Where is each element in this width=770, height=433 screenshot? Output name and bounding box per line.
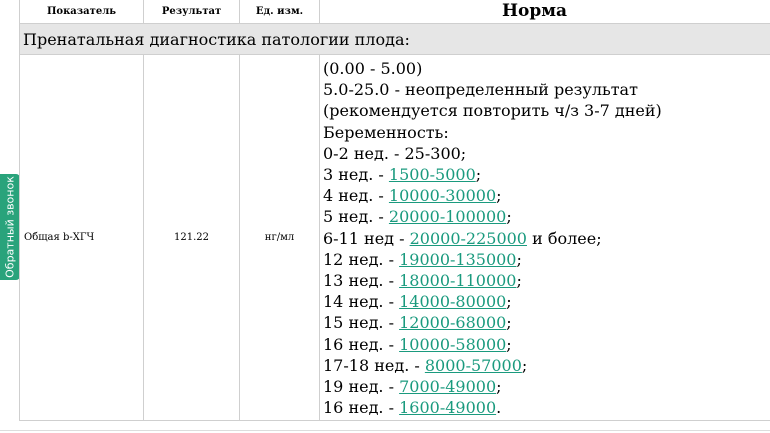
norm-range-link[interactable]: 10000-30000 bbox=[388, 186, 497, 206]
norm-line-prefix: 13 нед. - bbox=[323, 271, 400, 291]
header-indicator: Показатель bbox=[20, 0, 144, 24]
norm-range-link[interactable]: 1600-49000 bbox=[399, 398, 497, 418]
norm-line-suffix: ; bbox=[521, 355, 528, 375]
norm-line-prefix: 16 нед. - bbox=[323, 334, 400, 354]
norm-line-suffix: ; bbox=[516, 249, 522, 269]
norm-line bbox=[323, 355, 770, 376]
norm-range-link[interactable]: 12000-68000 bbox=[399, 313, 507, 333]
norm-range-link[interactable]: 20000-100000 bbox=[388, 207, 507, 227]
norm-line bbox=[323, 143, 770, 164]
bottom-divider bbox=[0, 430, 770, 431]
norm-line-suffix: ; bbox=[506, 207, 512, 227]
norm-line bbox=[323, 100, 770, 121]
norm-line-suffix: ; bbox=[506, 334, 512, 354]
norm-line-suffix: ; bbox=[506, 292, 512, 312]
norm-line bbox=[323, 228, 770, 249]
norm-line-suffix: ; bbox=[475, 165, 482, 185]
norm-line bbox=[323, 291, 770, 312]
norm-range-link[interactable]: 14000-80000 bbox=[399, 292, 507, 312]
norm-cell bbox=[320, 55, 770, 421]
norm-line bbox=[323, 122, 770, 143]
indicator-cell: Общая b-ХГЧ bbox=[20, 55, 144, 421]
norm-range-link[interactable]: 10000-58000 bbox=[399, 334, 507, 354]
norm-line-prefix: 5 нед. - bbox=[323, 207, 389, 227]
norm-line bbox=[323, 206, 770, 227]
norm-line-prefix: (рекомендуется повторить ч/з 3-7 дней) bbox=[323, 101, 662, 121]
norm-lines bbox=[323, 58, 770, 418]
norm-line-prefix: 14 нед. - bbox=[323, 292, 400, 312]
norm-line bbox=[323, 270, 770, 291]
callback-tab-label: Обратный звонок bbox=[3, 176, 17, 278]
norm-line-prefix: Беременность: bbox=[323, 122, 449, 142]
norm-line-prefix: 4 нед. - bbox=[323, 186, 389, 206]
result-cell: 121.22 bbox=[144, 55, 240, 421]
results-table bbox=[19, 0, 770, 421]
norm-range-link[interactable]: 8000-57000 bbox=[424, 355, 522, 375]
norm-line bbox=[323, 79, 770, 100]
norm-line-suffix: ; bbox=[516, 271, 522, 291]
header-norm: Норма bbox=[320, 0, 770, 24]
section-row bbox=[20, 24, 770, 55]
norm-range-link[interactable]: 1500-5000 bbox=[388, 165, 476, 185]
table-row bbox=[20, 55, 770, 421]
norm-line-suffix: ; bbox=[506, 313, 512, 333]
norm-line-prefix: 0-2 нед. - 25-300; bbox=[323, 143, 467, 163]
norm-range-link[interactable]: 19000-135000 bbox=[399, 249, 517, 269]
norm-line-prefix: 5.0-25.0 - неопределенный результат bbox=[323, 80, 638, 100]
norm-line bbox=[323, 164, 770, 185]
norm-line-suffix: и более; bbox=[526, 228, 602, 248]
norm-line bbox=[323, 185, 770, 206]
table-header-row bbox=[20, 0, 770, 24]
norm-range-link[interactable]: 7000-49000 bbox=[399, 377, 497, 397]
norm-line bbox=[323, 334, 770, 355]
norm-line-prefix: 6-11 нед - bbox=[323, 228, 410, 248]
norm-range-link[interactable]: 18000-110000 bbox=[399, 271, 517, 291]
norm-line-suffix: . bbox=[496, 398, 502, 418]
norm-line bbox=[323, 58, 770, 79]
norm-line bbox=[323, 312, 770, 333]
section-title: Пренатальная диагностика патологии плода: bbox=[20, 24, 770, 55]
norm-line-prefix: (0.00 - 5.00) bbox=[323, 59, 423, 78]
callback-tab[interactable] bbox=[0, 174, 20, 280]
norm-line-prefix: 17-18 нед. - bbox=[323, 355, 425, 375]
norm-range-link[interactable]: 20000-225000 bbox=[409, 228, 527, 248]
norm-line-prefix: 12 нед. - bbox=[323, 249, 400, 269]
norm-line bbox=[323, 376, 770, 397]
norm-line-prefix: 3 нед. - bbox=[323, 165, 389, 185]
norm-line-prefix: 15 нед. - bbox=[323, 313, 400, 333]
unit-cell: нг/мл bbox=[240, 55, 320, 421]
norm-line-suffix: ; bbox=[496, 186, 502, 206]
norm-line-suffix: ; bbox=[496, 377, 502, 397]
norm-line bbox=[323, 249, 770, 270]
norm-line-prefix: 16 нед. - bbox=[323, 398, 400, 418]
norm-line-prefix: 19 нед. - bbox=[323, 377, 400, 397]
norm-line bbox=[323, 397, 770, 418]
header-unit: Ед. изм. bbox=[240, 0, 320, 24]
header-result: Результат bbox=[144, 0, 240, 24]
